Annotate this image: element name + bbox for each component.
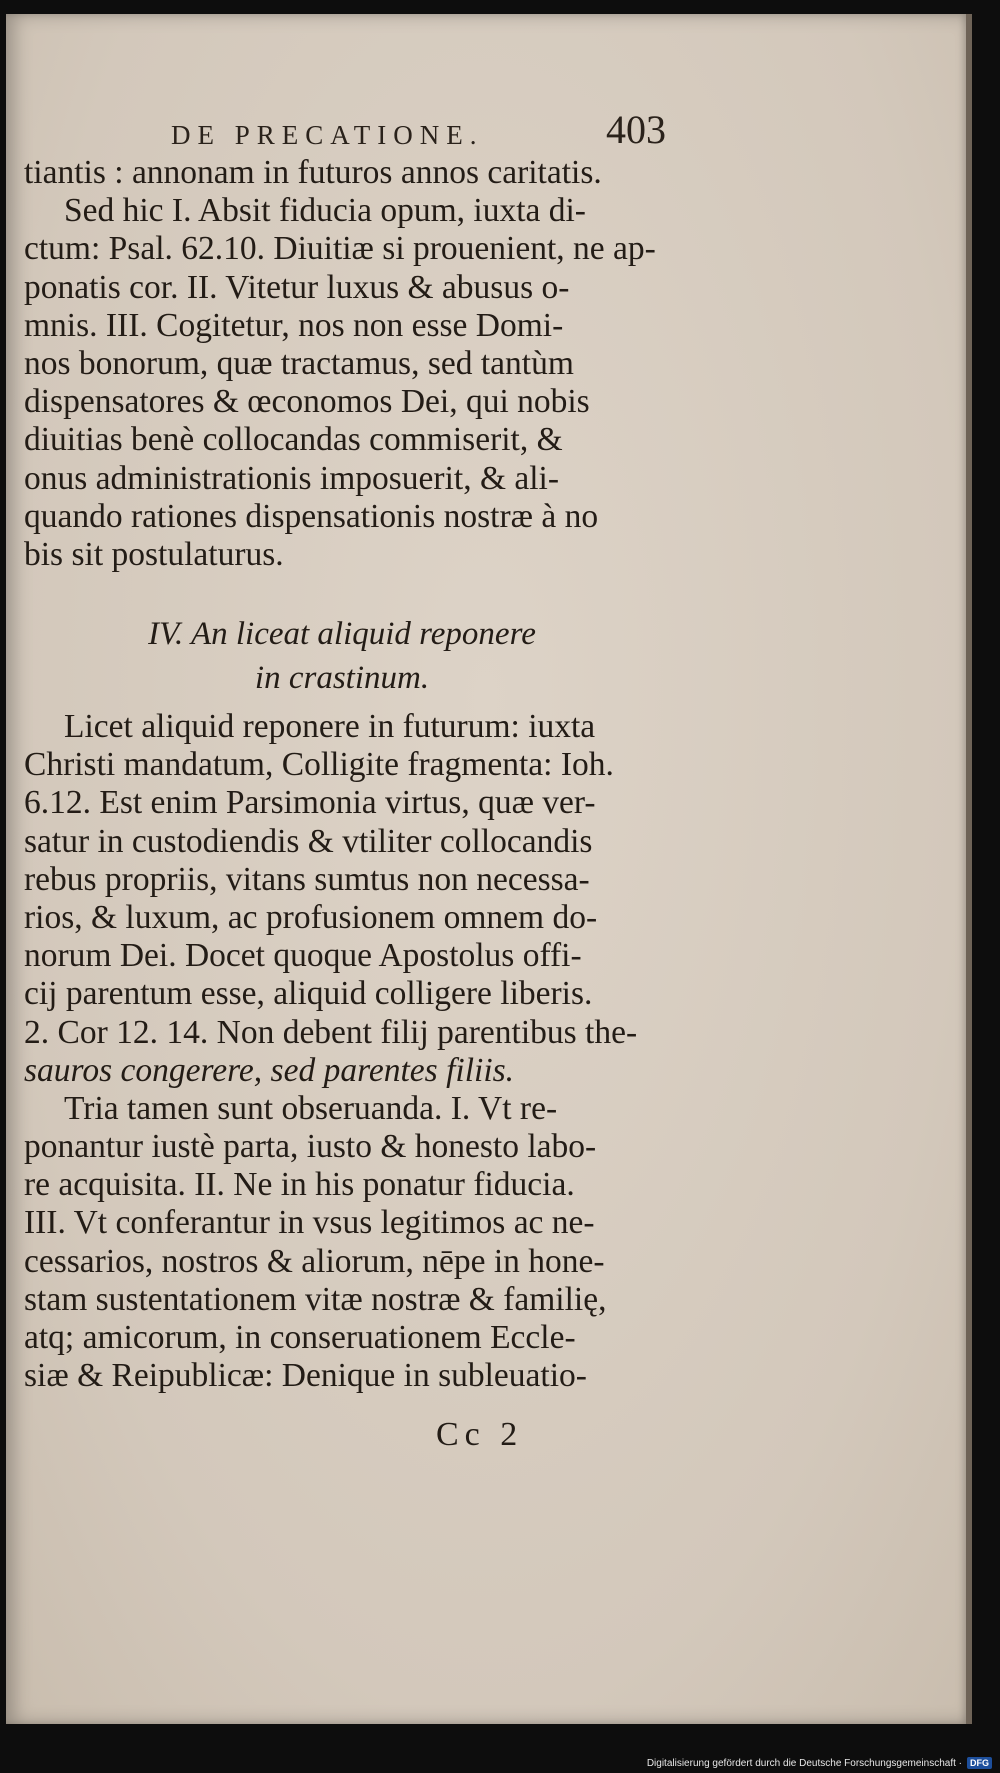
text-line: 2. Cor 12. 14. Non debent filij parentibus the- — [24, 1013, 638, 1051]
text-line: Licet aliquid reponere in futurum: iuxta — [64, 708, 596, 745]
text-line: Tria tamen sunt obseruanda. I. Vt re- — [64, 1089, 558, 1127]
digitization-footer — [647, 1757, 992, 1769]
text-line: mnis. III. Cogitetur, nos non esse Domi- — [24, 306, 564, 344]
text-line: cessarios, nostros & aliorum, nēpe in hone- — [24, 1242, 605, 1280]
text-line: re acquisita. II. Ne in his ponatur fiducia. — [24, 1166, 575, 1204]
text-line: siæ & Reipublicæ: Denique in subleuatio- — [24, 1357, 587, 1395]
text-line: Christi mandatum, Colligite fragmenta: Ioh. — [24, 746, 614, 784]
text-line: ctum: Psal. 62.10. Diuitiæ si prouenient, ne ap- — [24, 230, 656, 268]
text-line: sauros congerere, sed parentes filiis. — [24, 1051, 515, 1089]
text-line: rebus propriis, vitans sumtus non necessa- — [24, 860, 590, 898]
text-line: dispensatores & œconomos Dei, qui nobis — [24, 383, 590, 421]
text-line: atq; amicorum, in conseruationem Eccle- — [24, 1319, 576, 1356]
signature-mark: Cc 2 — [436, 1416, 524, 1453]
text-line: cij parentum esse, aliquid colligere liberis. — [24, 975, 593, 1013]
text-line: 6.12. Est enim Parsimonia virtus, quæ ver- — [24, 784, 596, 822]
section-title-line-2: in crastinum. — [254, 660, 430, 696]
section-heading — [24, 612, 660, 700]
page-number: 403 — [606, 107, 666, 152]
page-edge — [966, 14, 972, 1724]
text-line: ponatis cor. II. Vitetur luxus & abusus o- — [24, 268, 570, 306]
book-page — [6, 14, 966, 1724]
text-line: Sed hic I. Absit fiducia opum, iuxta di- — [64, 192, 586, 230]
dfg-logo-icon: DFG — [967, 1757, 992, 1769]
text-line: satur in custodiendis & vtiliter collocandis — [24, 822, 593, 860]
text-line: bis sit postulaturus. — [24, 535, 284, 573]
text-line: onus administrationis imposuerit, & ali- — [24, 459, 560, 497]
page-header — [171, 106, 666, 156]
funding-credit: Digitalisierung gefördert durch die Deutsche Forschungsgemeinschaft · — [646, 1757, 962, 1769]
text-line: nos bonorum, quæ tractamus, sed tantùm — [24, 344, 574, 382]
text-line: stam sustentationem vitæ nostræ & familię, — [24, 1280, 607, 1318]
body-text-2 — [24, 708, 660, 1395]
text-line: tiantis : annonam in futuros annos caritatis. — [24, 154, 602, 191]
section-number: IV. — [148, 616, 184, 652]
section-heading-line-1 — [24, 612, 660, 656]
text-line: diuitias benè collocandas commiserit, & — [24, 421, 563, 459]
text-line: ponantur iustè parta, iusto & honesto labo- — [24, 1128, 597, 1166]
body-text-1 — [24, 154, 660, 574]
text-line: quando rationes dispensationis nostræ à no — [24, 497, 599, 535]
text-line: III. Vt conferantur in vsus legitimos ac ne- — [24, 1204, 595, 1242]
text-line: norum Dei. Docet quoque Apostolus offi- — [24, 937, 582, 975]
text-line: rios, & luxum, ac profusionem omnem do- — [24, 898, 598, 936]
section-title: An liceat aliquid reponere — [190, 616, 536, 652]
running-head: DE PRECATIONE. — [171, 120, 484, 150]
